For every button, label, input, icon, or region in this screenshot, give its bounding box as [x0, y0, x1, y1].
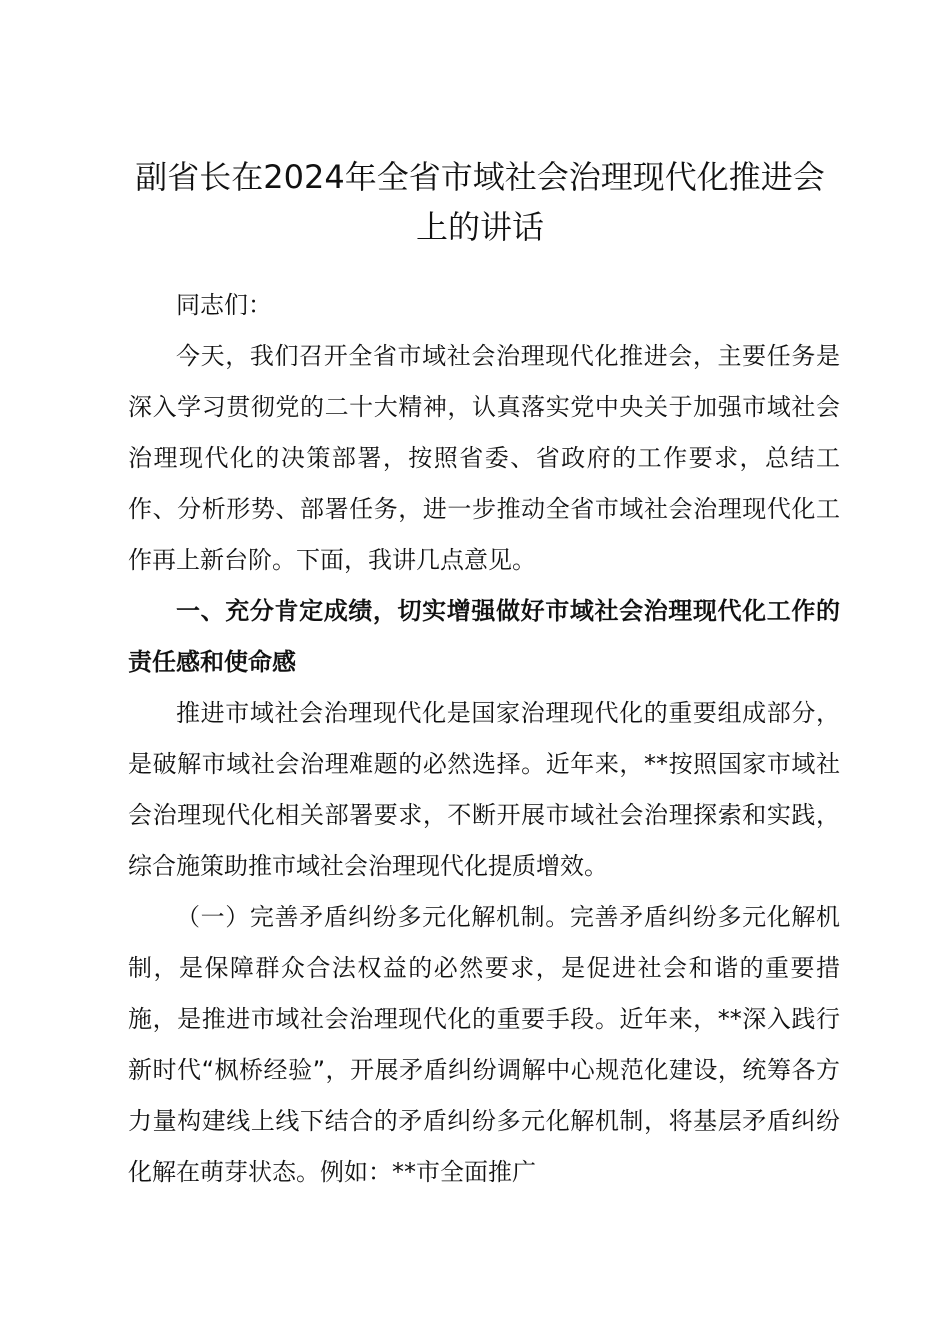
- salutation: 同志们：: [176, 291, 272, 319]
- section-heading: 一、充分肯定成绩，切实增强做好市域社会治理现代化工作的责任感和使命感: [128, 597, 840, 676]
- document-title: 副省长在2024年全省市域社会治理现代化推进会上的讲话: [135, 158, 825, 246]
- paragraph-section-one: 推进市域社会治理现代化是国家治理现代化的重要组成部分，是破解市域社会治理难题的必然选择。近年来，**按照国家市域社会治理现代化相关部署要求，不断开展市域社会治理探索和实践，综合施策助推市域社会治理现代化提质增效。: [128, 699, 840, 880]
- document-body: [128, 280, 840, 1198]
- paragraph-subsection-one: （一）完善矛盾纠纷多元化解机制。完善矛盾纠纷多元化解机制，是保障群众合法权益的必然要求，是促进社会和谐的重要措施，是推进市域社会治理现代化的重要手段。近年来，**深入践行新时代“枫桥经验”，开展矛盾纠纷调解中心规范化建设，统筹各方力量构建线上线下结合的矛盾纠纷多元化解机制，将基层矛盾纠纷化解在萌芽状态。例如：**市全面推广: [128, 903, 840, 1186]
- paragraph-intro: 今天，我们召开全省市域社会治理现代化推进会，主要任务是深入学习贯彻党的二十大精神，认真落实党中央关于加强市域社会治理现代化的决策部署，按照省委、省政府的工作要求，总结工作、分析形势、部署任务，进一步推动全省市域社会治理现代化工作再上新台阶。下面，我讲几点意见。: [128, 342, 840, 574]
